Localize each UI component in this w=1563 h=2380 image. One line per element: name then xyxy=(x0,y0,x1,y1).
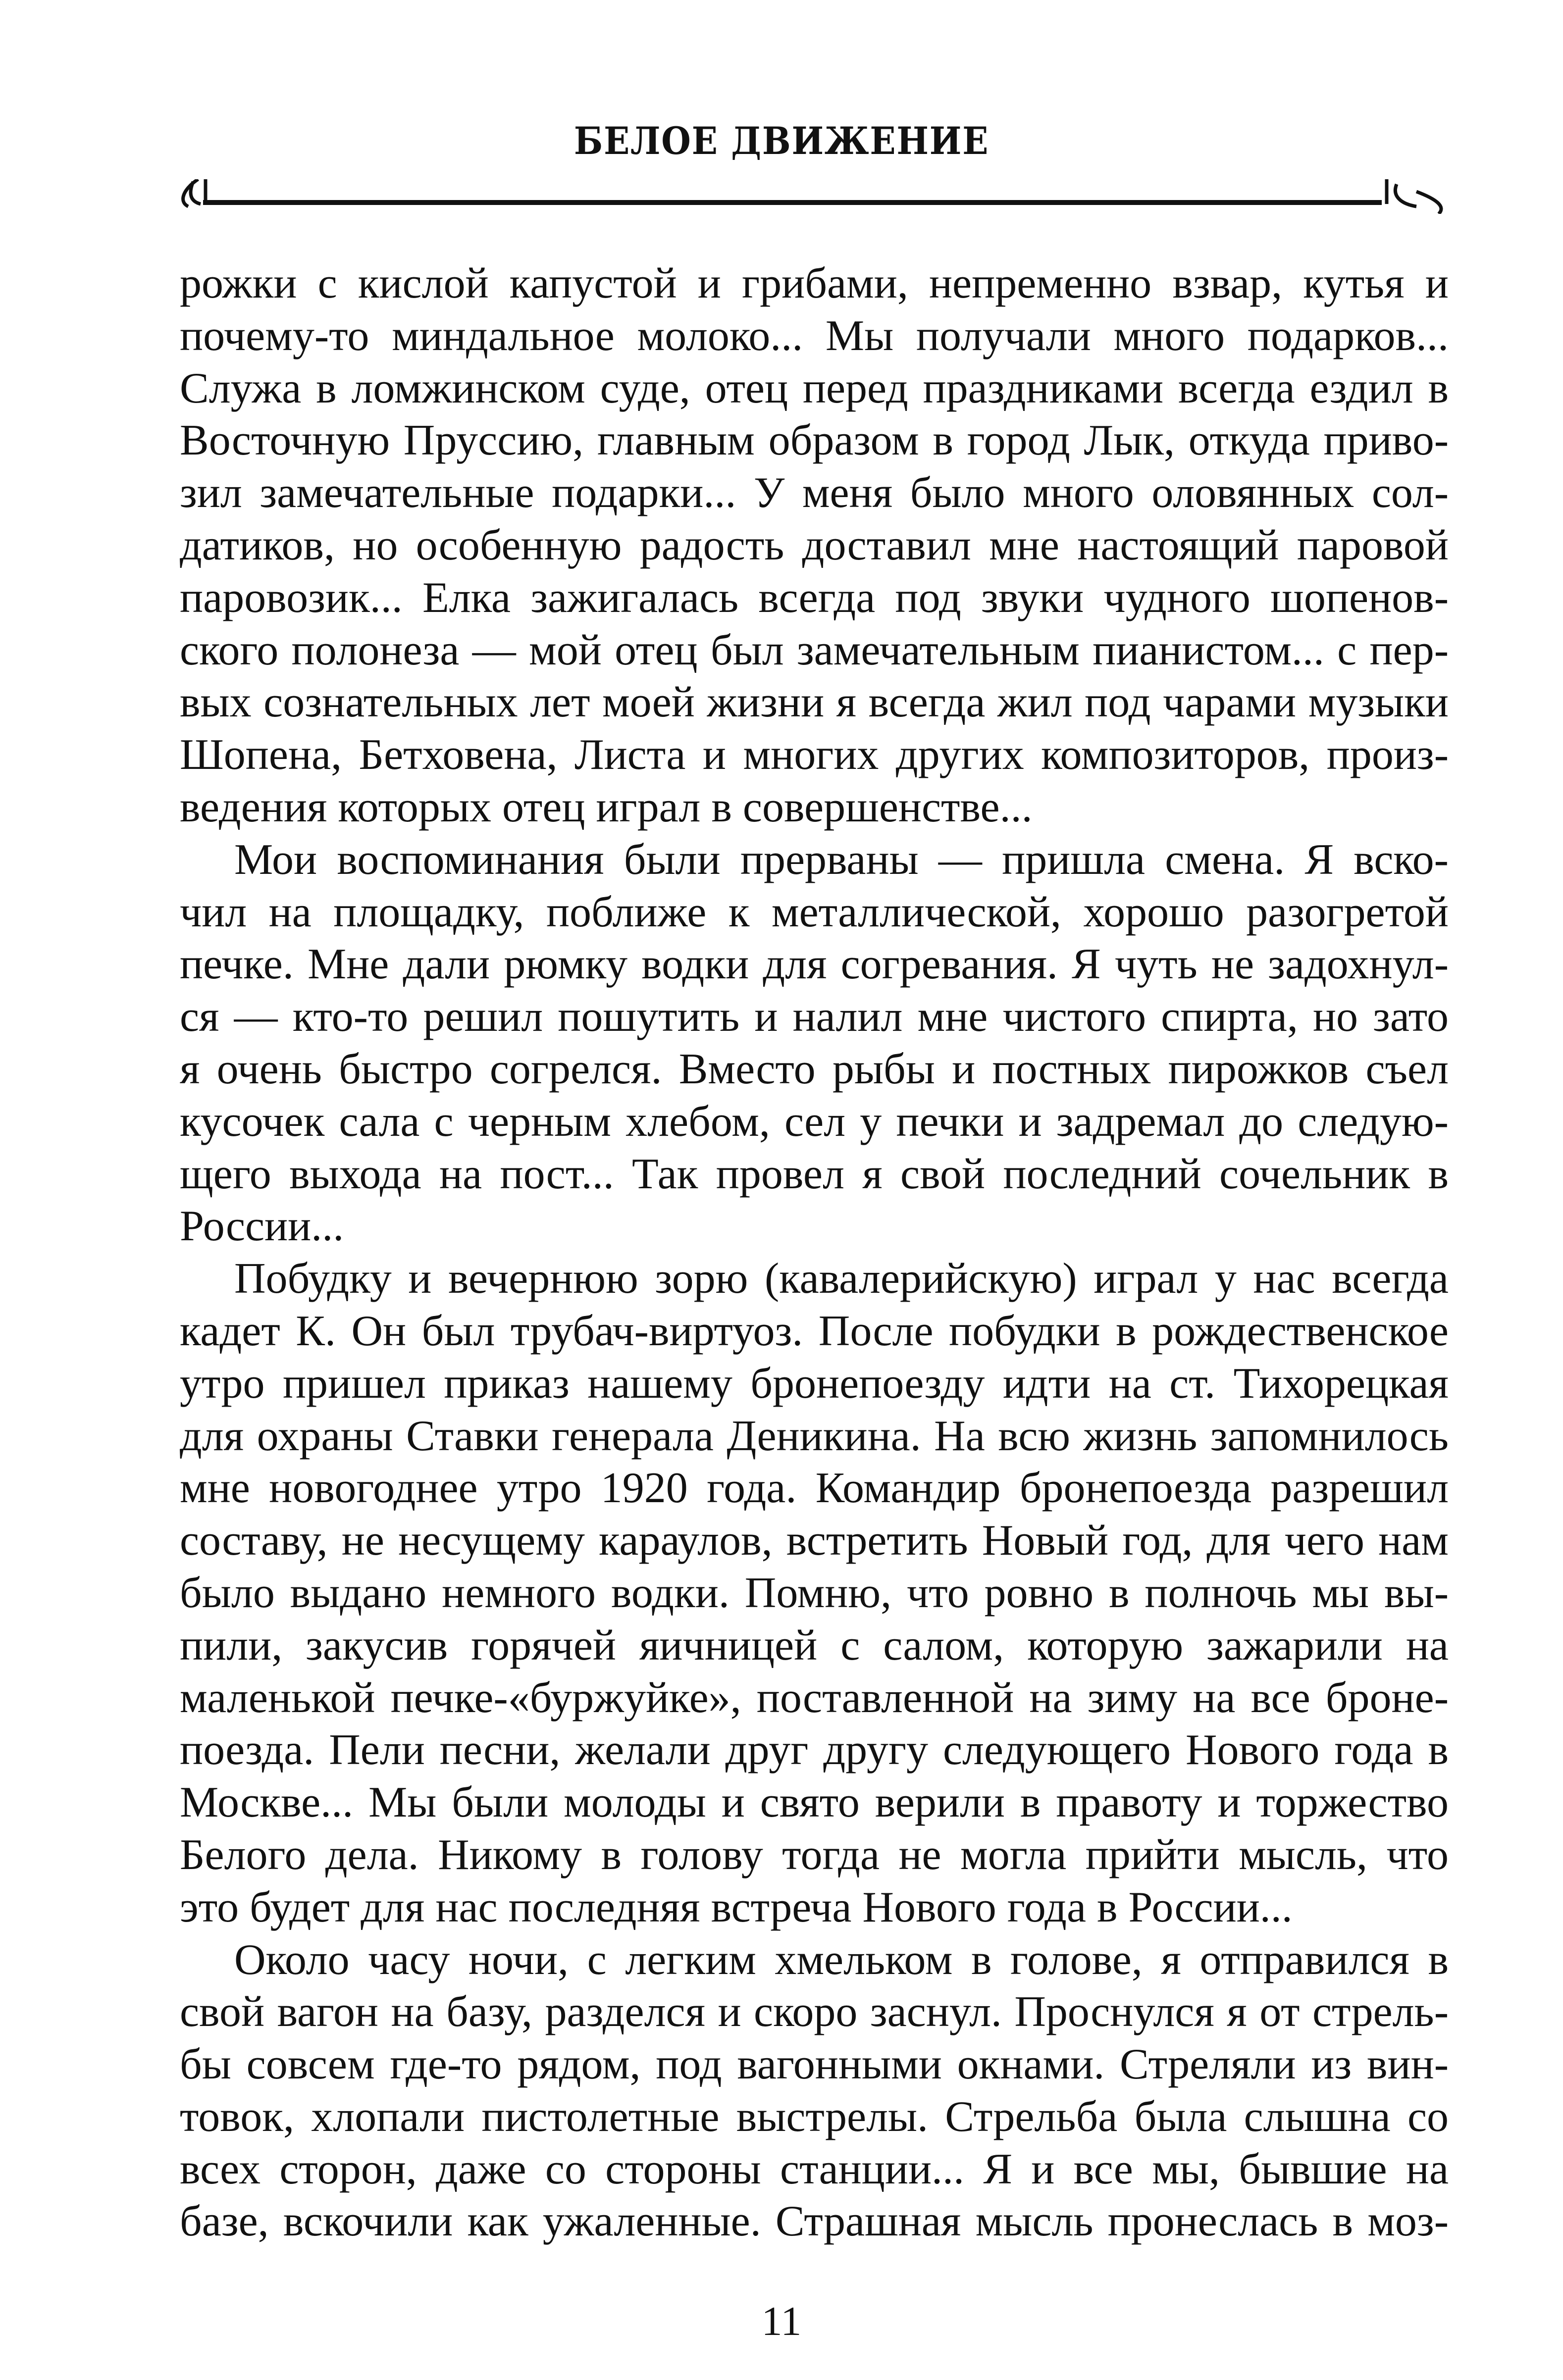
text-line: вых сознательных лет моей жизни я всегда жил под чарами музыки xyxy=(180,678,1449,727)
text-line: пили, закусив горячей яичницей с салом, которую зажарили на xyxy=(180,1621,1449,1670)
text-line: ведения которых отец играл в совершенстве... xyxy=(180,783,1033,831)
paragraph xyxy=(180,257,1449,834)
text-line: датиков, но особенную радость доставил мне настоящий паровой xyxy=(180,521,1449,569)
text-line: ся — кто-то решил пошутить и налил мне чистого спирта, но зато xyxy=(180,993,1449,1041)
text-line: это будет для нас последняя встреча Нового года в России... xyxy=(180,1883,1293,1931)
text-line: кадет К. Он был трубач-виртуоз. После побудки в рождественское xyxy=(180,1307,1449,1355)
text-line: было выдано немного водки. Помню, что ровно в полночь мы вы- xyxy=(180,1569,1449,1617)
text-line: щего выхода на пост... Так провел я свой последний сочельник в xyxy=(180,1150,1449,1198)
text-line: составу, не несущему караулов, встретить Новый год, для чего нам xyxy=(180,1517,1449,1565)
text-line: рожки с кислой капустой и грибами, непременно взвар, кутья и xyxy=(180,259,1449,307)
text-line: утро пришел приказ нашему бронепоезду идти на ст. Тихорецкая xyxy=(180,1359,1449,1408)
text-line: маленькой печке-«буржуйке», поставленной на зиму на все броне- xyxy=(180,1673,1449,1722)
text-line: России... xyxy=(180,1202,344,1251)
text-line: Восточную Пруссию, главным образом в город Лык, откуда приво- xyxy=(180,416,1449,465)
text-line: печке. Мне дали рюмку водки для согревания. Я чуть не задохнул- xyxy=(180,940,1449,989)
running-title: БЕЛОЕ ДВИЖЕНИЕ xyxy=(573,119,990,163)
text-line: товок, хлопали пистолетные выстрелы. Стрельба была слышна со xyxy=(180,2092,1449,2141)
text-line: Около часу ночи, с легким хмельком в голове, я отправился в xyxy=(234,1935,1449,1984)
text-line: Белого дела. Никому в голову тогда не могла прийти мысль, что xyxy=(180,1830,1449,1879)
text-line: Мои воспоминания были прерваны — пришла смена. Я вско- xyxy=(234,835,1449,884)
text-line: я очень быстро согрелся. Вместо рыбы и постных пирожков съел xyxy=(180,1045,1449,1093)
header-ornament-rule xyxy=(178,179,1451,214)
text-line: Москве... Мы были молоды и свято верили в правоту и торжество xyxy=(180,1778,1449,1827)
text-line: Служа в ломжинском суде, отец перед праздниками всегда ездил в xyxy=(180,364,1449,412)
text-line: ского полонеза — мой отец был замечательным пианистом... с пер- xyxy=(180,626,1449,674)
text-line: бы совсем где-то рядом, под вагонными окнами. Стреляли из вин- xyxy=(180,2040,1449,2089)
paragraph xyxy=(180,1253,1449,1933)
text-line: для охраны Ставки генерала Деникина. На всю жизнь запомнилось xyxy=(180,1412,1449,1460)
text-line: зил замечательные подарки... У меня было много оловянных сол- xyxy=(180,469,1449,517)
text-line: паровозик... Елка зажигалась всегда под звуки чудного шопенов- xyxy=(180,573,1449,622)
left-flourish-icon xyxy=(183,179,206,206)
text-line: поезда. Пели песни, желали друг другу следующего Нового года в xyxy=(180,1726,1449,1774)
text-line: свой вагон на базу, разделся и скоро заснул. Проснулся я от стрель- xyxy=(180,1988,1449,2036)
text-line: всех сторон, даже со стороны станции... Я и все мы, бывшие на xyxy=(180,2145,1449,2193)
body-text xyxy=(180,257,1449,2248)
text-line: Шопена, Бетховена, Листа и многих других композиторов, произ- xyxy=(180,731,1449,779)
text-line: кусочек сала с черным хлебом, сел у печки и задремал до следую- xyxy=(180,1097,1449,1146)
text-line: почему-то миндальное молоко... Мы получали много подарков... xyxy=(180,311,1449,360)
text-line: базе, вскочили как ужаленные. Страшная мысль пронеслась в моз- xyxy=(180,2197,1449,2246)
right-flourish-icon xyxy=(1387,179,1441,214)
text-line: мне новогоднее утро 1920 года. Командир бронепоезда разрешил xyxy=(180,1464,1449,1513)
paragraph xyxy=(180,1934,1449,2248)
paragraph xyxy=(180,834,1449,1253)
text-line: чил на площадку, поближе к металлической, хорошо разогретой xyxy=(180,888,1449,936)
text-line: Побудку и вечернюю зорю (кавалерийскую) играл у нас всегда xyxy=(234,1255,1449,1303)
page-number: 11 xyxy=(761,2298,802,2344)
